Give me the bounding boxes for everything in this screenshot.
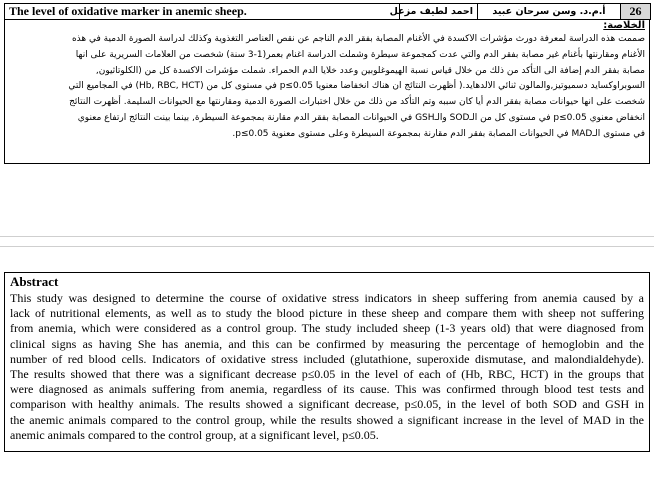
english-abstract-line: from anemia, which were considered as a control group. The study included sheep (1-3 years old) that were diagnosed from (10, 321, 644, 336)
arabic-abstract-line: انخفاض معنوي p≤0.05 في مستوى كل من الـSOD والـGSH في الحيوانات المصابة بفقر الدم مقارنة بمجموعة السيطرة, بينما بينت النتائج ارتفاع معنوي (77, 112, 645, 123)
english-abstract-heading: Abstract (10, 274, 59, 289)
arabic-abstract-line: في مستوى الـMAD في الحيوانات المصابة بفقر الدم مقارنة بمجموعة السيطرة وعلى مستوى معنوية p≤0.05. (232, 128, 645, 139)
arabic-abstract-line: شخصت على انها حيوانات مصابة بفقر الدم أيا كان سببه وتم التأكد من ذلك من خلال اختبارات الصورة الدمية ومقارنتها مع الحيوانات السليمة. أظهرت النتائج (69, 97, 645, 108)
paper-number: 26 (621, 4, 651, 20)
english-abstract-line: lack of nutritional elements, as well as to study the blood picture in these sheep and compare them with sheep not suffering (10, 306, 644, 321)
english-abstract-line: anemic animals compared to the control group, at a significant level, p≤0.05. (10, 427, 379, 442)
english-abstract-line: number of red blood cells. Indicators of oxidative stress included (glutathione, superoxide dismutase, and malondialdehyde). (10, 351, 644, 366)
english-abstract (4, 272, 650, 452)
english-abstract-line: The results showed that there was a significant decrease p≤0.05 in the level of each of (Hb, RBC, HCT) in the groups that (10, 367, 644, 382)
page-divider (0, 246, 654, 247)
arabic-abstract-line: مصابة بفقر الدم إضافة الى التأكد من ذلك من خلال قياس نسبة الهيموغلوبين وعدد خلايا الدم الحمراء. شملت مؤشرات الاكسدة كل من (الكلوتاثيون, (95, 65, 645, 76)
header-table (4, 3, 651, 20)
english-abstract-line: were diagnosed as animals suffering from anemia, regardless of its cause. This was confirmed through blood test tests and (10, 382, 644, 397)
arabic-abstract (4, 19, 650, 164)
english-abstract-line: comparison with healthy animals. The results showed a significant decrease, p≤0.05, in the level of both SOD and GSH in (10, 397, 644, 412)
english-abstract-line: This study was designed to determine the course of oxidative stress indicators in sheep suffering from anemia caused by a (10, 291, 644, 305)
arabic-abstract-line: السوبراوكسايد دسميوتيز,والمالون ثنائي الالدهايد.( أظهرت النتائج ان هناك انخفاضا معنويا p≤0.05 في مستوى كل من (Hb, RBC, HCT) في المجاميع التي (68, 81, 645, 92)
author-2: أ.م.د. وسن سرحان عبيد (478, 4, 621, 20)
page-divider (0, 236, 654, 237)
english-abstract-line: the anemic animals compared to the control group, while the results showed a significant increase in the level of MAD in the (10, 412, 644, 427)
arabic-abstract-heading: الخلاصة: (603, 20, 645, 31)
author-1: احمد لطيف مزعل (400, 4, 478, 20)
paper-title: The level of oxidative marker in anemic sheep. (5, 4, 400, 20)
arabic-abstract-line: صممت هذه الدراسة لمعرفة دورث مؤشرات الاكسدة في الأغنام المصابة بفقر الدم الناجم عن نقص العناصر التغذوية وكذلك لدراسة الصورة الدمية في هذه (71, 34, 645, 44)
arabic-abstract-line: الأغنام ومقارنتها بأغنام غير مصابة بفقر الدم والتي عدت كمجموعة سيطرة وشملت الدراسة اغنام بعمر(1-3 سنة) شخصت من العلامات السريرية على انها (75, 49, 645, 60)
english-abstract-line: clinical signs as having She has anemia, and this can be confirmed by measuring the percentage of hemoglobin and the (10, 336, 644, 351)
